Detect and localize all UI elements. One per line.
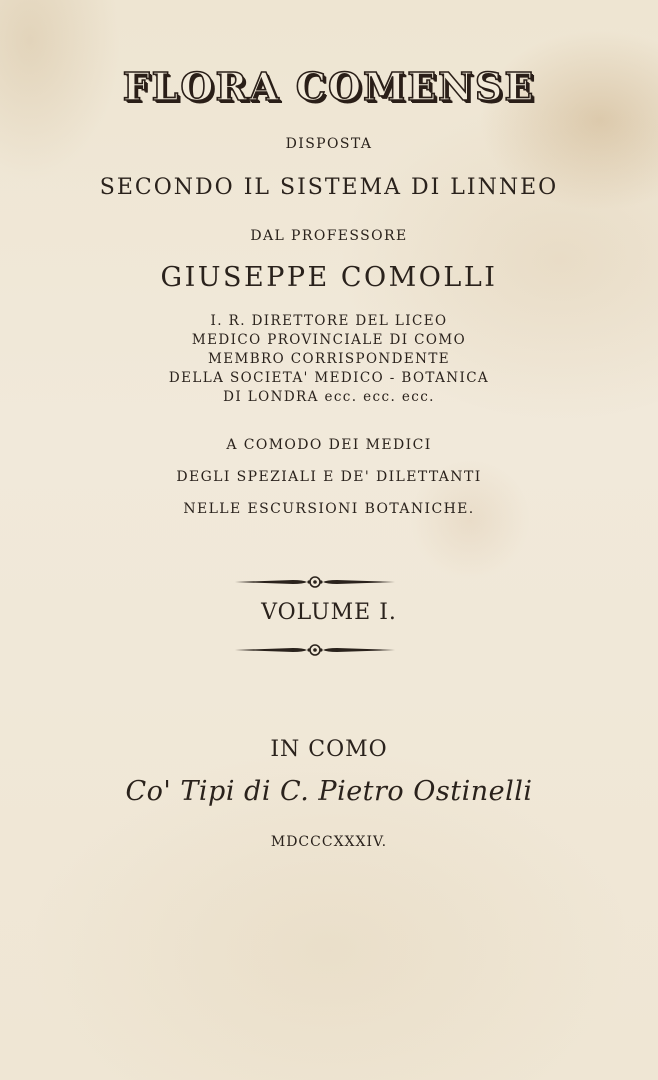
volume-label: VOLUME I. <box>261 600 397 625</box>
purpose-line: A COMODO DEI MEDICI <box>226 437 432 453</box>
subtitle-dal-professore: DAL PROFESSORE <box>250 228 408 244</box>
subtitle-secondo: SECONDO IL SISTEMA DI LINNEO <box>99 175 559 200</box>
author-name: GIUSEPPE COMOLLI <box>160 262 498 293</box>
credential-line: DI LONDRA ecc. ecc. ecc. <box>223 389 435 405</box>
imprint-printer: Co' Tipi di C. Pietro Ostinelli <box>125 776 533 807</box>
author-credentials <box>0 312 658 407</box>
book-title: FLORA COMENSE <box>122 64 536 109</box>
purpose-line: DEGLI SPEZIALI E DE' DILETTANTI <box>176 469 482 485</box>
ornament-divider-bottom <box>233 642 397 658</box>
credential-line: I. R. DIRETTORE DEL LICEO <box>210 313 448 329</box>
purpose-line: NELLE ESCURSIONI BOTANICHE. <box>183 501 475 517</box>
credential-line: MEMBRO CORRISPONDENTE <box>208 351 450 367</box>
subtitle-disposta: DISPOSTA <box>285 136 373 152</box>
imprint-year: MDCCCXXXIV. <box>270 834 388 850</box>
imprint-place: IN COMO <box>270 737 388 762</box>
credential-line: DELLA SOCIETA' MEDICO - BOTANICA <box>168 370 490 386</box>
credential-line: MEDICO PROVINCIALE DI COMO <box>191 332 467 348</box>
ornament-divider-top <box>233 574 397 590</box>
